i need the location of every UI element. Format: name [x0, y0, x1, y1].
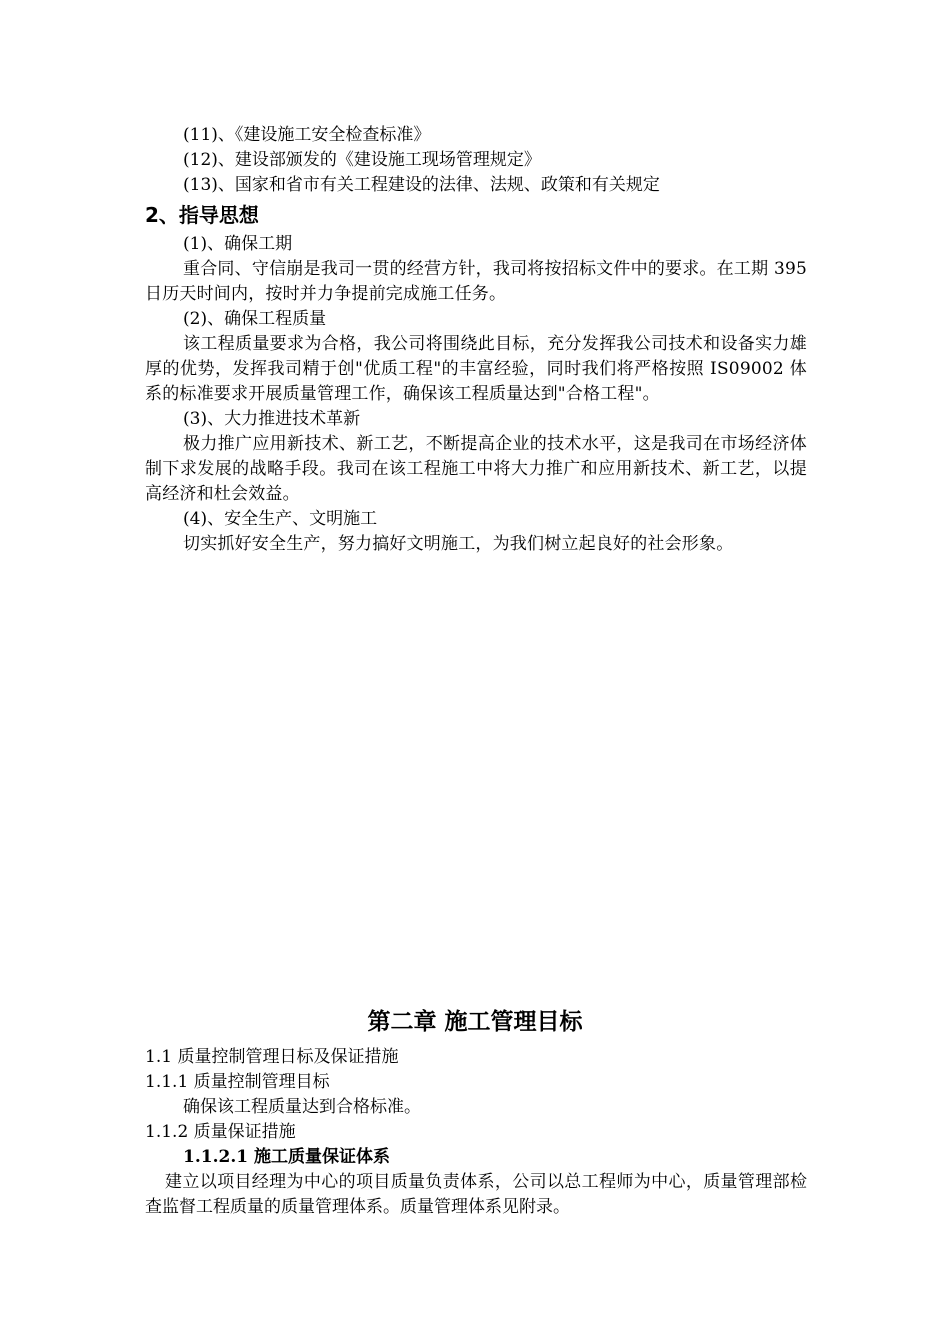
item-4-body: 切实抓好安全生产，努力搞好文明施工，为我们树立起良好的社会形象。: [183, 534, 734, 554]
heading-1-1-1: 1.1.1 质量控制管理目标: [145, 1072, 330, 1092]
chapter-title: 第二章 施工管理目标: [367, 1009, 583, 1035]
paragraph-1-1-1: 确保该工程质量达到合格标准。: [183, 1097, 421, 1117]
item-1-body: 重合同、守信崩是我司一贯的经营方针，我司将按招标文件中的要求。在工期 395 日历天时间内，按时并力争提前完成施工任务。: [145, 259, 807, 304]
item-2-body: 该工程质量要求为合格，我公司将围绕此目标，充分发挥我公司技术和设备实力雄厚的优势，发挥我司精于创"优质工程"的丰富经验，同时我们将严格按照 IS09002 体系的标准要求开展质量管理工作，确保该工程质量达到"合格工程"。: [145, 334, 807, 404]
list-item-13: (13)、国家和省市有关工程建设的法律、法规、政策和有关规定: [183, 175, 660, 195]
heading-1-1: 1.1 质量控制管理日标及保证措施: [145, 1047, 399, 1067]
paragraph-1-1-2-1: 建立以项目经理为中心的项目质量负责体系，公司以总工程师为中心，质量管理部检查监督工程质量的质量管理体系。质量管理体系见附录。: [145, 1172, 807, 1217]
heading-1-1-2-1: 1.1.2.1 施工质量保证体系: [183, 1147, 390, 1167]
item-1-title: (1)、确保工期: [183, 234, 293, 254]
guiding-section: [145, 123, 807, 557]
item-3-body: 极力推广应用新技术、新工艺，不断提高企业的技术水平，这是我司在市场经济体制下求发展的战略手段。我司在该工程施工中将大力推广和应用新技术、新工艺，以提高经济和杜会效益。: [145, 434, 807, 504]
list-item-12: (12)、建设部颁发的《建设施工现场管理规定》: [183, 150, 541, 170]
section-heading-guiding-ideas: 2、指导思想: [145, 203, 259, 227]
list-item-11: (11)、《建设施工安全检查标准》: [183, 125, 431, 145]
management-goals-section: [145, 1045, 807, 1220]
heading-1-1-2: 1.1.2 质量保证措施: [145, 1122, 296, 1142]
item-4-title: (4)、安全生产、文明施工: [183, 509, 378, 529]
item-3-title: (3)、大力推进技术革新: [183, 409, 361, 429]
item-2-title: (2)、确保工程质量: [183, 309, 327, 329]
